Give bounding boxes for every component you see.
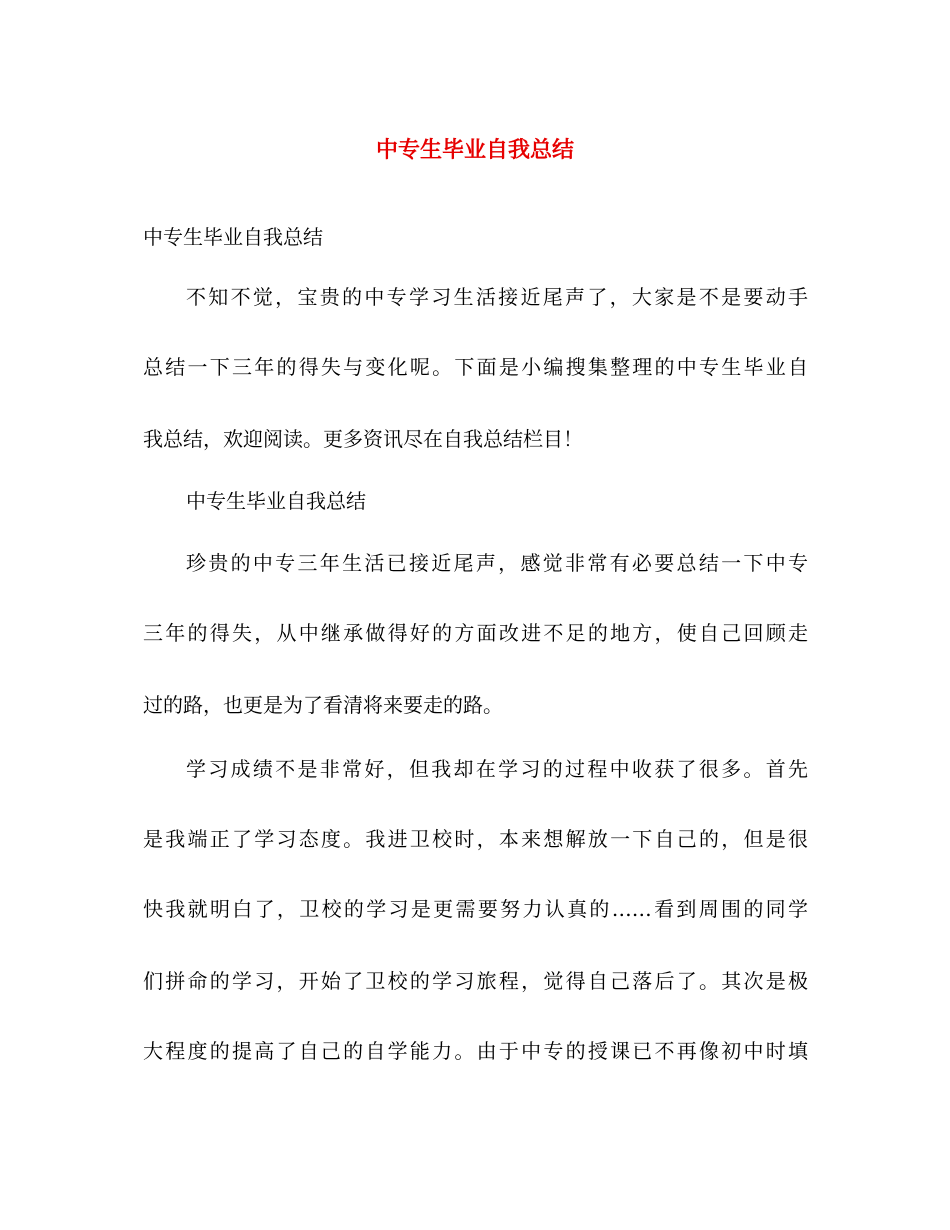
paragraph-line: 学习成绩不是非常好，但我却在学习的过程中收获了很多。首先 (186, 757, 808, 781)
paragraph-line: 是我端正了学习态度。我进卫校时，本来想解放一下自己的，但是很 (143, 827, 808, 851)
document-title: 中专生毕业自我总结 (375, 137, 574, 163)
subtitle-line: 中专生毕业自我总结 (143, 225, 323, 249)
section-heading: 中专生毕业自我总结 (186, 489, 366, 513)
paragraph-line: 珍贵的中专三年生活已接近尾声，感觉非常有必要总结一下中专 (186, 551, 808, 575)
paragraph-line: 们拼命的学习，开始了卫校的学习旅程，觉得自己落后了。其次是极 (143, 969, 808, 993)
paragraph-line: 快我就明白了，卫校的学习是更需要努力认真的……看到周围的同学 (143, 897, 808, 921)
paragraph-line: 过的路，也更是为了看清将来要走的路。 (143, 693, 503, 717)
paragraph-line: 大程度的提高了自己的自学能力。由于中专的授课已不再像初中时填 (143, 1039, 808, 1063)
paragraph-line: 我总结，欢迎阅读。更多资讯尽在自我总结栏目！ (143, 427, 583, 451)
paragraph-line: 总结一下三年的得失与变化呢。下面是小编搜集整理的中专生毕业自 (143, 355, 808, 379)
paragraph-line: 三年的得失，从中继承做得好的方面改进不足的地方，使自己回顾走 (143, 621, 808, 645)
paragraph-line: 不知不觉，宝贵的中专学习生活接近尾声了，大家是不是要动手 (186, 285, 808, 309)
